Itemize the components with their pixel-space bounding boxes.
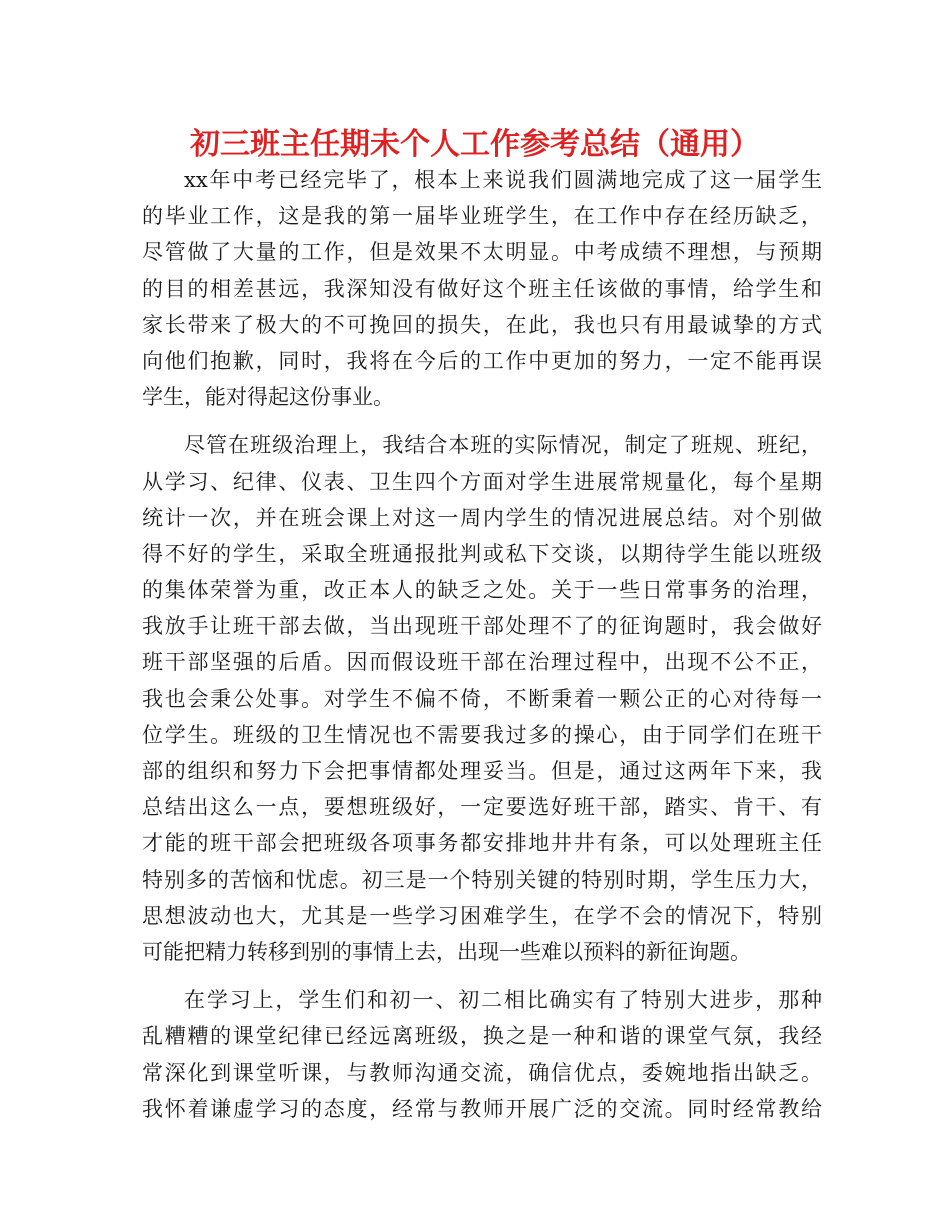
text-line: 的毕业工作，这是我的第一届毕业班学生，在工作中存在经历缺乏， — [142, 204, 822, 229]
text-line: 得不好的学生，采取全班通报批判或私下交谈，以期待学生能以班级 — [142, 541, 822, 566]
text-line: 总结出这么一点，要想班级好，一定要选好班干部，踏实、肯干、有 — [142, 795, 822, 820]
document-title: 初三班主任期未个人工作参考总结（通用） — [190, 127, 760, 162]
text-line: 统计一次，并在班会课上对这一周内学生的情况进展总结。对个别做 — [142, 505, 822, 530]
text-line: 部的组织和努力下会把事情都处理妥当。但是，通过这两年下来，我 — [142, 759, 822, 783]
text-line: 家长带来了极大的不可挽回的损失，在此，我也只有用最诚挚的方式 — [142, 312, 822, 337]
document-body — [142, 162, 822, 1127]
text-line: 尽管做了大量的工作，但是效果不太明显。中考成绩不理想，与预期 — [142, 240, 822, 265]
text-line: 从学习、纪律、仪表、卫生四个方面对学生进展常规量化，每个星期 — [142, 469, 822, 494]
text-line: 乱糟糟的课堂纪律已经远离班级，换之是一种和谐的课堂气氛，我经 — [142, 1024, 822, 1049]
text-line: 我放手让班干部去做，当出现班干部处理不了的征询题时，我会做好 — [142, 614, 822, 639]
paragraph-1 — [142, 162, 822, 415]
text-line: 我怀着谦虚学习的态度，经常与教师开展广泛的交流。同时经常教给 — [142, 1096, 822, 1121]
text-line: 思想波动也大，尤其是一些学习困难学生，在学不会的情况下，特别 — [142, 903, 822, 928]
text-line: 可能把精力转移到别的事情上去，出现一些难以预料的新征询题。 — [142, 939, 751, 964]
text-line: 在学习上，学生们和初一、初二相比确实有了特别大进步，那种 — [184, 988, 822, 1013]
text-line: 我也会秉公处事。对学生不偏不倚，不断秉着一颗公正的心对待每一 — [142, 686, 822, 711]
text-line: 的目的相差甚远，我深知没有做好这个班主任该做的事情，给学生和 — [142, 276, 822, 301]
paragraph-gap — [142, 415, 822, 427]
text-line: 向他们抱歉，同时，我将在今后的工作中更加的努力，一定不能再误 — [142, 348, 822, 373]
text-line: 学生，能对得起这份事业。 — [142, 385, 394, 410]
text-line: 常深化到课堂听课，与教师沟通交流，确信优点，委婉地指出缺乏。 — [142, 1060, 822, 1085]
paragraph-2 — [142, 427, 822, 970]
text-line: 特别多的苦恼和忧虑。初三是一个特别关键的特别时期，学生压力大， — [142, 867, 822, 892]
text-line: 位学生。班级的卫生情况也不需要我过多的操心，由于同学们在班干 — [142, 722, 822, 747]
paragraph-3 — [142, 982, 822, 1127]
text-line: xx年中考已经完毕了，根本上来说我们圆满地完成了这一届学生 — [184, 168, 822, 192]
text-line: 的集体荣誉为重，改正本人的缺乏之处。关于一些日常事务的治理， — [142, 578, 822, 603]
text-line: 才能的班干部会把班级各项事务都安排地井井有条，可以处理班主任 — [142, 831, 822, 856]
text-line: 尽管在班级治理上，我结合本班的实际情况，制定了班规、班纪， — [184, 433, 822, 458]
paragraph-gap — [142, 970, 822, 982]
text-line: 班干部坚强的后盾。因而假设班干部在治理过程中，出现不公不正， — [142, 650, 822, 675]
